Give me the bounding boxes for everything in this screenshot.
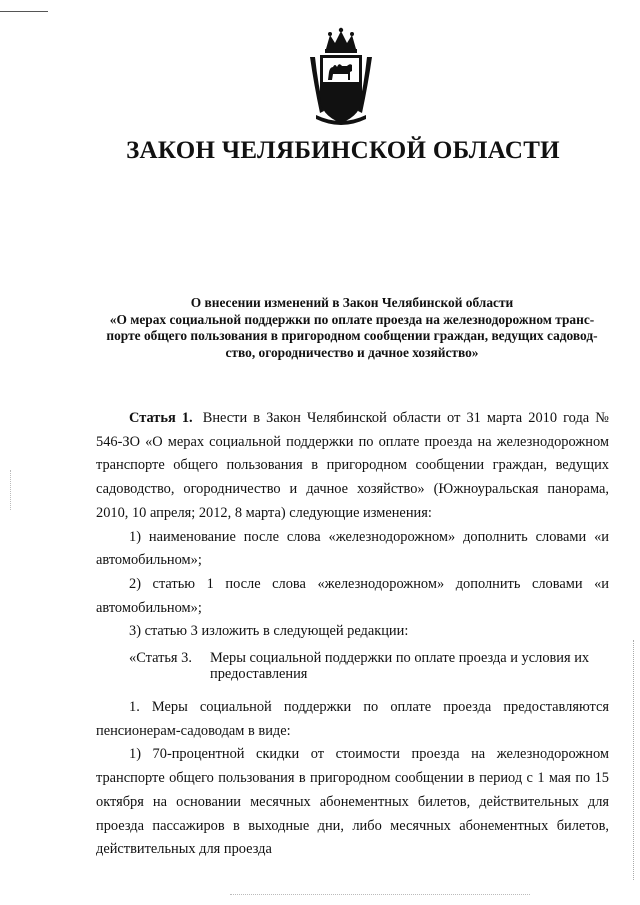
quoted-article-title: Меры социальной поддержки по оплате проезда и условия их предоставления	[210, 650, 590, 683]
left-margin-marks	[10, 470, 13, 510]
article-1-paragraph	[96, 407, 609, 526]
article-text: Внести в Закон Челябинской области от 31 марта 2010 года № 546-ЗО «О мерах социальной поддержки по оплате проезда на железнодорожном транспорте общего пользования в пригородном сообщении граждан, ведущих садоводство, огородничество и дачное хозяйство» (Южноуральская панорама, 2010, 10 апреля; 2012, 8 марта) следующие изменения:	[96, 410, 609, 521]
page-edge-line	[0, 11, 48, 12]
article-label: Статья 1.	[129, 410, 193, 426]
subtitle-line: ство, огородничество и дачное хозяйство»	[225, 344, 479, 360]
subtitle-line: «О мерах социальной поддержки по оплате проезда на железнодорожном транс-	[109, 311, 595, 327]
quoted-article-label: «Статья 3.	[129, 650, 192, 667]
amendment-item-2: 2) статью 1 после слова «железнодорожном» дополнить словами «и автомобильном»;	[96, 575, 609, 616]
bottom-edge-marks	[230, 894, 530, 895]
chelyabinsk-coat-of-arms-icon	[306, 27, 376, 129]
paragraph-1: 1. Меры социальной поддержки по оплате проезда предоставляются пенсионерам-садоводам в виде:	[96, 699, 609, 739]
subtitle-line: порте общего пользования в пригородном сообщении граждан, ведущих садовод-	[106, 328, 598, 343]
amendment-item-1: 1) наименование после слова «железнодорожном» дополнить словами «и автомобильном»;	[96, 528, 609, 569]
subtitle-line: О внесении изменений в Закон Челябинской области	[190, 295, 514, 310]
quoted-article-heading	[96, 650, 609, 682]
document-body	[96, 407, 609, 862]
paragraph-2: 1) 70-процентной скидки от стоимости проезда на железнодорожном транспорте общего пользования в пригородном сообщении в период с 1 мая по 15 октября на основании месячных абонементных билетов, действительных для проезда пассажиров в выходные дни, либо месячных абонементных билетов, действительных для проезда	[96, 746, 609, 858]
amendment-item-3: 3) статью 3 изложить в следующей редакции:	[129, 623, 409, 640]
document-subtitle	[96, 295, 608, 361]
right-margin-marks	[633, 640, 636, 880]
document-title: ЗАКОН ЧЕЛЯБИНСКОЙ ОБЛАСТИ	[126, 137, 560, 164]
